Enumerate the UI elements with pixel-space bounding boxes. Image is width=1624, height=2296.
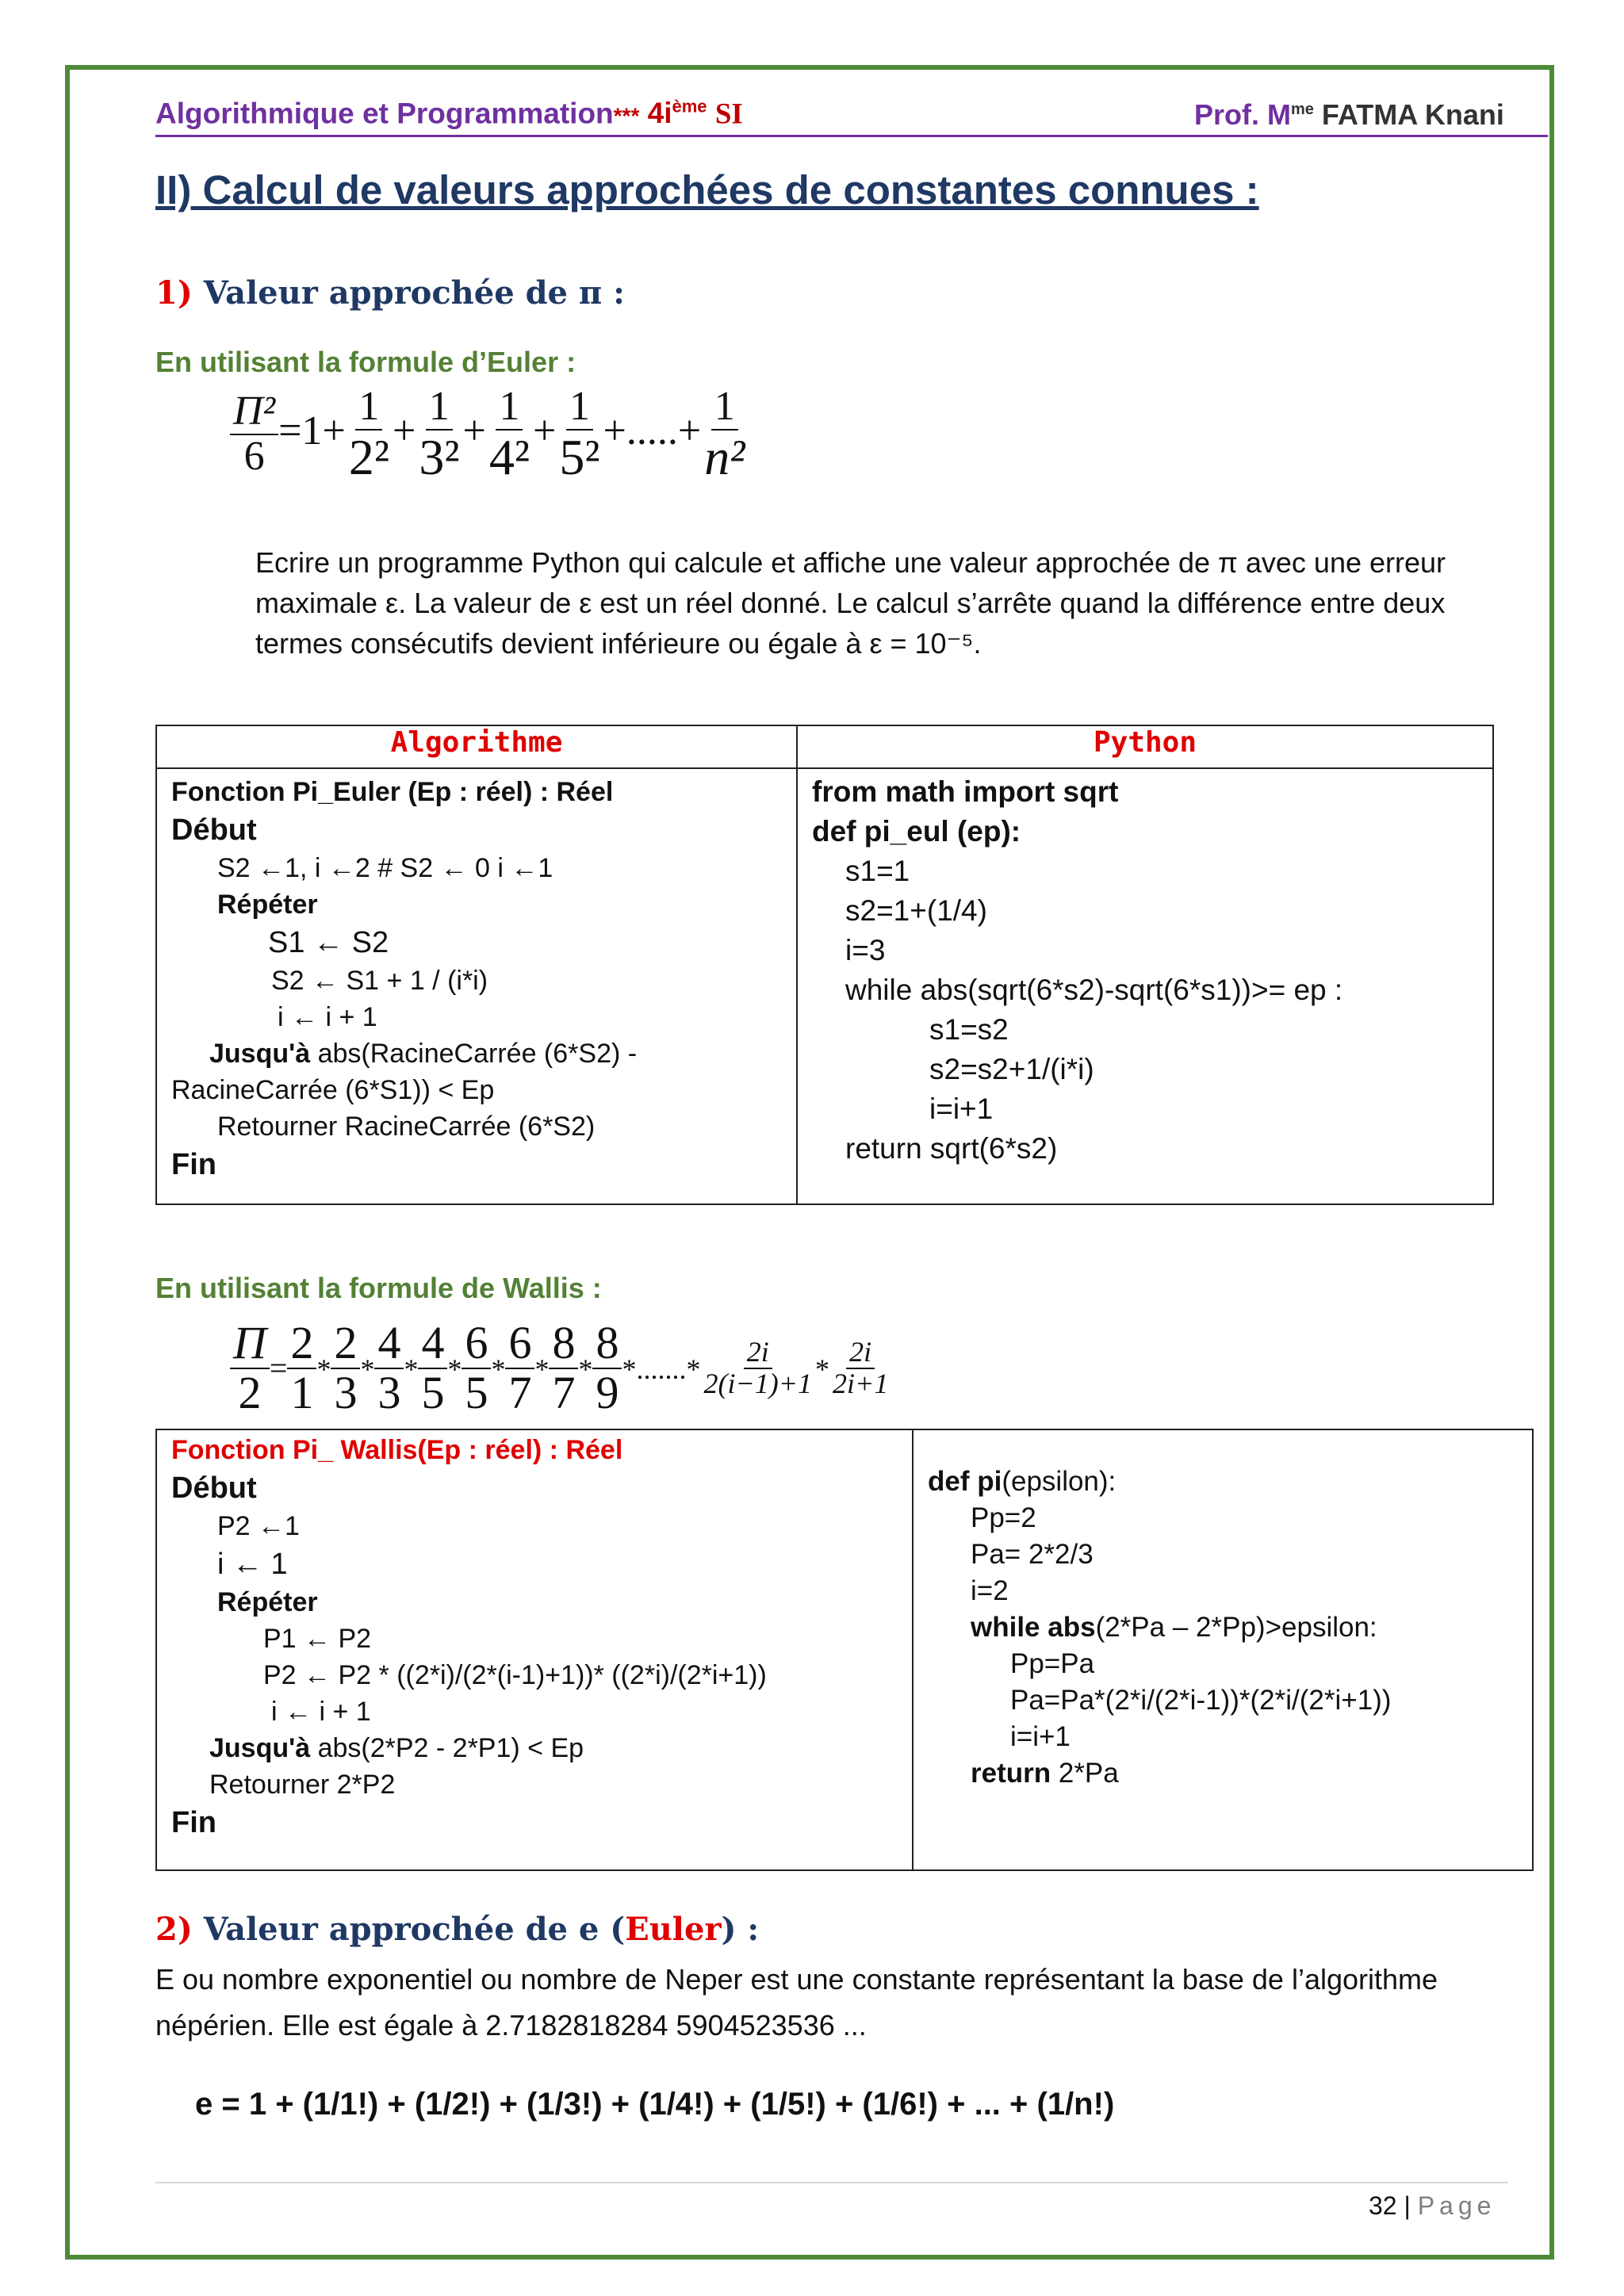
header-course-title bbox=[155, 97, 743, 131]
exercise-statement: Ecrire un programme Python qui calcule et affiche une valeur approchée de π avec une erreur maximale ε. La valeur de ε est un réel donné. Le calcul s’arrête quand la différence entre deux termes consécutifs devient inférieure ou égale à ε = 10⁻⁵. bbox=[255, 546, 1446, 660]
wallis-formula: $\frac{\Pi}{2}$ = $\frac{2}{1}$ * $\frac{2}{3}$ * $\frac{4}{3}$ * $\frac{4}{5}$ * $\frac{6}{5}$ * $\frac{6}{7}$ * $\frac{8}{7}$ * $\frac{8}{9}$ *.......* $\frac{2i}{2(i-1)+1}$ * $\frac{2i}{2i+1}$ bbox=[230, 1319, 891, 1418]
wallis-table bbox=[155, 1429, 1534, 1871]
header-divider bbox=[155, 135, 1548, 137]
footer-divider bbox=[155, 2182, 1508, 2183]
wallis-python-cell: def pi(epsilon): Pp=2 Pa= 2*2/3 i=2 while abs(2*Pa – 2*Pp)>epsilon: Pp=Pa Pa=Pa*(2*i/(2*i-1))*(2*i/(2*i+1)) i=i+1 return 2*Pa bbox=[913, 1429, 1533, 1870]
euler-formula: $\frac{\text{Π²}}{6}$ =1+ $\frac{1}{\text{2²}}$ + $\frac{1}{\text{3²}}$ + $\frac{1}{\text{4²}}$ + $\frac{1}{\text{5²}}$ +.....+ $\frac{1}{\text{n²}}$ bbox=[230, 385, 748, 484]
level: $4i^{ème}$ bbox=[647, 97, 707, 130]
part1-heading: 1) Valeur approchée de π : bbox=[155, 274, 625, 312]
e-formula: e = 1 + (1/1!) + (1/2!) + (1/3!) + (1/4!) + (1/5!) + (1/6!) + ... + (1/n!) bbox=[195, 2087, 1115, 2122]
euler-table bbox=[155, 725, 1494, 1205]
course-name: Algorithmique et Programmation bbox=[155, 97, 614, 130]
page-number: 32 | Page bbox=[1369, 2191, 1496, 2220]
wallis-label: En utilisant la formule de Wallis : bbox=[155, 1272, 602, 1304]
stars: *** bbox=[613, 103, 640, 128]
euler-algo-cell: Fonction Pi_Euler (Ep : réel) : Réel Début S2 ←1, i ←2 # S2 ← 0 i ←1 Répéter S1 ← S2 S2 ← S1 + 1 / (i*i) i ← i + 1 Jusqu'à abs(RacineCarrée (6*S2) - RacineCarrée (6*S1)) < Ep Retourner RacineCarrée (6*S2) Fin bbox=[156, 768, 797, 1204]
algo-header: Algorithme bbox=[156, 725, 797, 768]
euler-label: En utilisant la formule d’Euler : bbox=[155, 346, 576, 378]
header-teacher: Prof. $M^{me}$ FATMA Knani bbox=[1194, 98, 1504, 131]
part2-description: E ou nombre exponentiel ou nombre de Neper est une constante représentant la base de l’algorithme népérien. Elle est égale à 2.7182818284 5904523536 ... bbox=[155, 1963, 1438, 2042]
euler-python-cell: from math import sqrt def pi_eul (ep): s1=1 s2=1+(1/4) i=3 while abs(sqrt(6*s2)-sqrt(6*s1))>= ep : s1=s2 s2=s2+1/(i*i) i=i+1 return sqrt(6*s2) bbox=[797, 768, 1493, 1204]
section-title: II) Calcul de valeurs approchées de constantes connues : bbox=[155, 167, 1259, 212]
section-code: SI bbox=[714, 98, 743, 131]
part2-heading: 2) Valeur approchée de e (Euler) : bbox=[155, 1911, 760, 1948]
wallis-algo-cell: Fonction Pi_ Wallis(Ep : réel) : Réel Début P2 ←1 i ← 1 Répéter P1 ← P2 P2 ← P2 * ((2*i)/(2*(i-1)+1))* ((2*i)/(2*i+1)) i ← i + 1 Jusqu'à abs(2*P2 - 2*P1) < Ep Retourner 2*P2 Fin bbox=[156, 1429, 913, 1870]
python-header: Python bbox=[797, 725, 1493, 768]
